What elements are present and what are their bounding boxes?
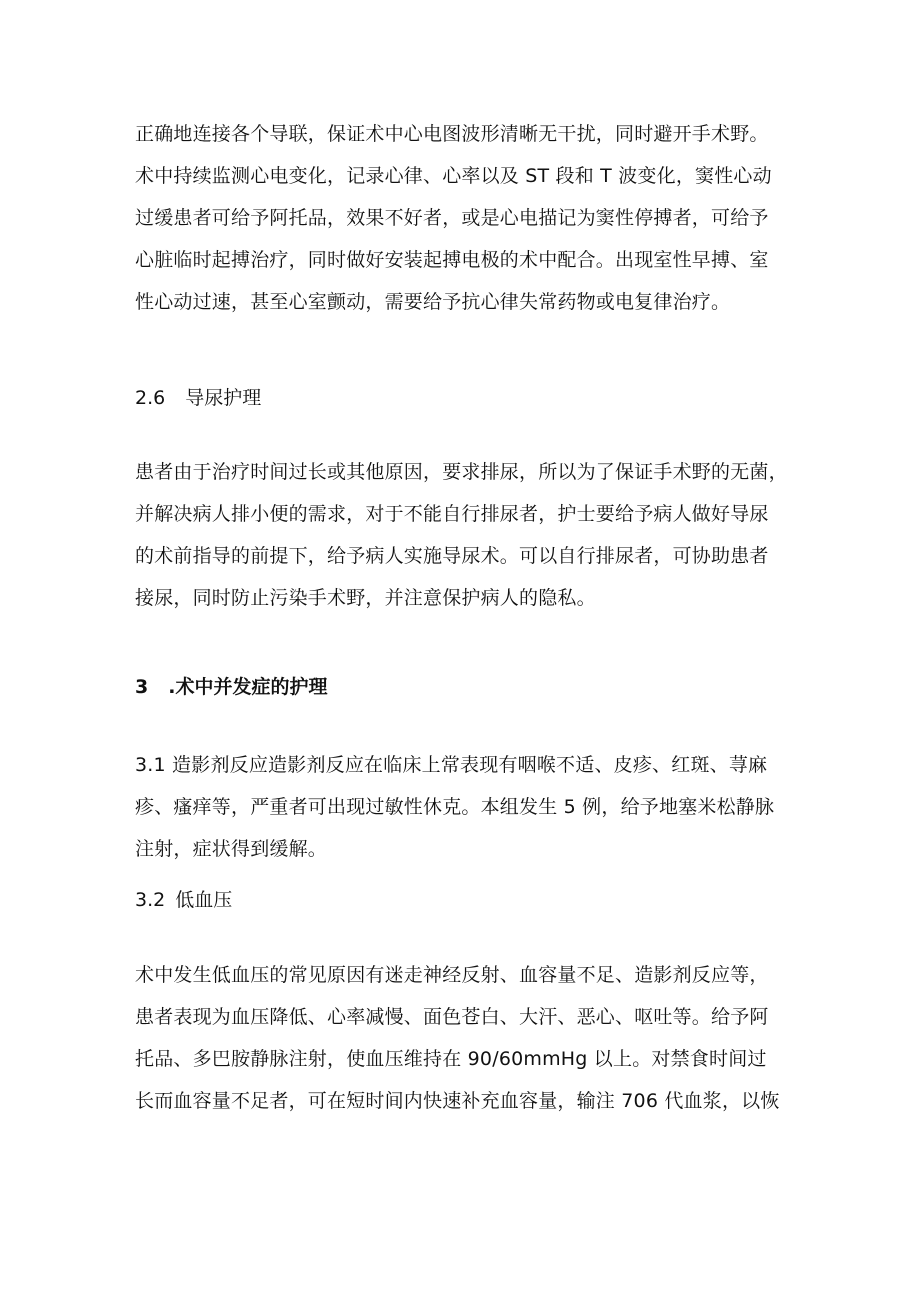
paragraph-line: 过缓患者可给予阿托品，效果不好者，或是心电描记为窦性停搏者，可给予 <box>135 207 769 229</box>
paragraph-line: 患者由于治疗时间过长或其他原因，要求排尿，所以为了保证手术野的无菌， <box>135 461 788 483</box>
paragraph-line: 正确地连接各个导联，保证术中心电图波形清晰无干扰，同时避开手术野。 <box>135 123 769 145</box>
paragraph-line: 心脏临时起搏治疗，同时做好安装起搏电极的术中配合。出现室性早搏、室 <box>135 249 769 271</box>
paragraph-catheterization <box>135 451 805 619</box>
paragraph-line: 术中持续监测心电变化，记录心律、心率以及 ST 段和 T 波变化，窦性心动 <box>135 165 772 187</box>
section-heading-3 <box>135 673 805 701</box>
section-number: 3.2 <box>135 889 166 911</box>
paragraph-line: 3.1 造影剂反应造影剂反应在临床上常表现有咽喉不适、皮疹、红斑、荨麻 <box>135 754 768 776</box>
section-title: .术中并发症的护理 <box>168 676 328 698</box>
paragraph-ecg-monitoring <box>135 113 805 323</box>
section-title: 低血压 <box>175 889 233 911</box>
paragraph-line: 性心动过速，甚至心室颤动，需要给予抗心律失常药物或电复律治疗。 <box>135 291 731 313</box>
paragraph-line: 注射，症状得到缓解。 <box>135 838 328 860</box>
section-heading-2-6 <box>135 384 805 412</box>
paragraph-line: 术中发生低血压的常见原因有迷走神经反射、血容量不足、造影剂反应等， <box>135 964 769 986</box>
paragraph-line: 长而血容量不足者，可在短时间内快速补充血容量，输注 706 代血浆，以恢 <box>135 1090 780 1112</box>
paragraph-line: 托品、多巴胺静脉注射，使血压维持在 90∕60mmHg 以上。对禁食时间过 <box>135 1048 767 1070</box>
paragraph-hypotension <box>135 954 805 1122</box>
paragraph-line: 疹、瘙痒等，严重者可出现过敏性休克。本组发生 5 例，给予地塞米松静脉 <box>135 796 775 818</box>
paragraph-line: 患者表现为血压降低、心率减慢、面色苍白、大汗、恶心、呕吐等。给予阿 <box>135 1006 769 1028</box>
section-heading-3-2 <box>135 886 805 914</box>
section-number: 2.6 <box>135 387 166 409</box>
section-number: 3 <box>135 676 149 698</box>
paragraph-contrast-reaction <box>135 744 805 870</box>
paragraph-line: 并解决病人排小便的需求，对于不能自行排尿者，护士要给予病人做好导尿 <box>135 503 769 525</box>
paragraph-line: 的术前指导的前提下，给予病人实施导尿术。可以自行排尿者，可协助患者 <box>135 545 769 567</box>
paragraph-line: 接尿，同时防止污染手术野，并注意保护病人的隐私。 <box>135 587 596 609</box>
section-title: 导尿护理 <box>185 387 262 409</box>
